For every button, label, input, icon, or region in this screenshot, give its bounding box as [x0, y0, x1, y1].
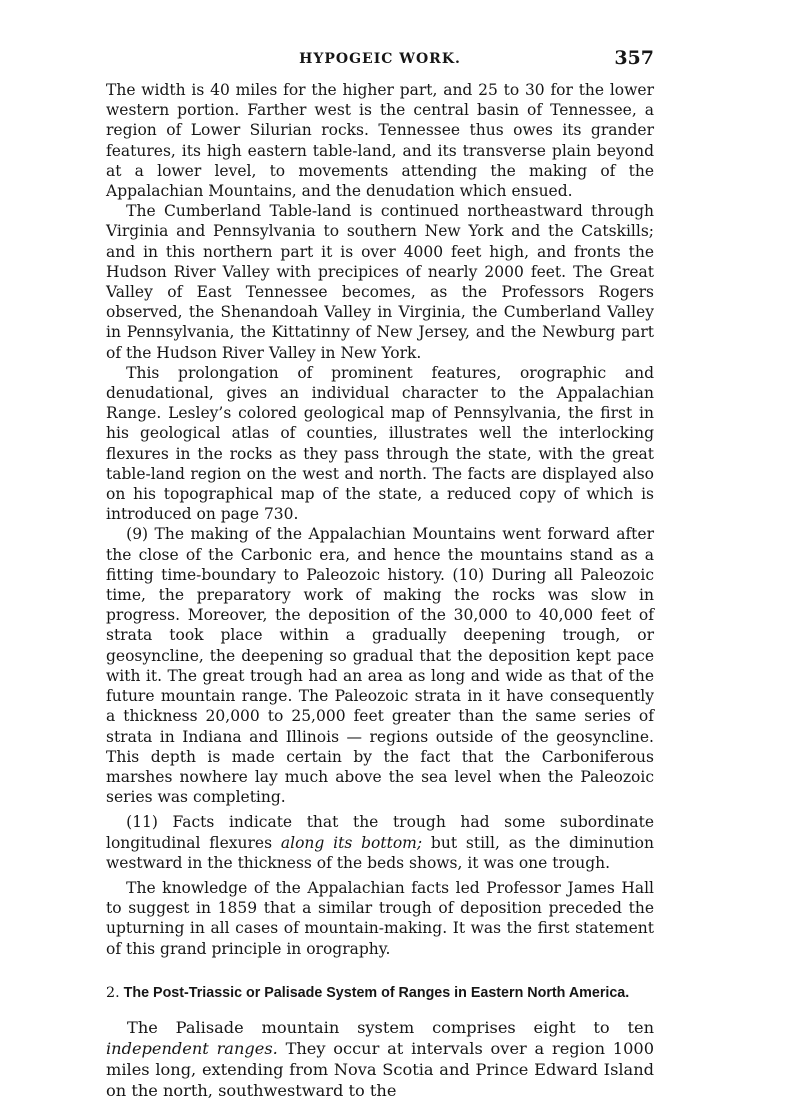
paragraph-text: (9) The making of the Appalachian Mountains went forward after the close of the Carbonic era, and hence the mountains stand as a fitting time-boundary to Paleozoic history. (10) During all Paleozoic time, the preparatory work of making the rocks was slow in progress. Moreover, the deposition of the 30,000 to 40,000 feet of strata took place within a gradually deepening trough, or geosyncline, the deepening so gradual that the deposition kept pace with it. The great trough had an area as long and wide as that of the future mountain range. The Paleozoic strata in it have consequently a thickness 20,000 to 25,000 feet greater than the same series of strata in Indiana and Illinois — regions outside of the geosyncline. This depth is made certain by the fact that the Carboniferous marshes nowhere lay much above the sea level when the Paleozoic series was completing.: [106, 525, 654, 807]
paragraph-text: The Cumberland Table-land is continued northeastward through Virginia and Pennsylvania to southern New York and the Catskills; and in this northern part it is over 4000 feet high, and fronts the Hudson River Valley with precipices of nearly 2000 feet. The Great Valley of East Tennessee becomes, as the Professors Rogers observed, the Shenandoah Valley in Virginia, the Cumberland Valley in Pennsylvania, the Kittatinny of New Jersey, and the Newburg part of the Hudson River Valley in New York.: [106, 202, 654, 362]
body-text: [106, 80, 654, 1101]
page-number: 357: [614, 47, 654, 69]
paragraph: [106, 812, 654, 873]
paragraph-text: The Palisade mountain system comprises eight to ten: [127, 1017, 654, 1037]
paragraph-text: but still, as the diminution westward in the thickness of the beds shows, it was one trough.: [106, 833, 654, 872]
paragraph: [106, 363, 654, 525]
paragraph: [106, 878, 654, 959]
paragraph: [106, 80, 654, 201]
page-header: [106, 47, 654, 75]
paragraph: [106, 201, 654, 363]
italic-phrase: along its bottom;: [280, 833, 423, 852]
section-heading: [106, 983, 654, 1003]
section-title: The Post-Triassic or Palisade System of Ranges in Eastern North America.: [123, 984, 630, 1001]
paragraph-text: The width is 40 miles for the higher part, and 25 to 30 for the lower western portion. Farther west is the central basin of Tennessee, a region of Lower Silurian rocks. Tennessee thus owes its grander features, its high eastern table-land, and its transverse plain beyond at a lower level, to movements attending the making of the Appalachian Mountains, and the denudation which ensued.: [106, 81, 654, 201]
paragraph-text: They occur at intervals over a region 1000 miles long, extending from Nova Scotia and Prince Edward Island on the north, southwestward to the: [106, 1038, 654, 1100]
paragraph: [106, 1017, 654, 1101]
paragraph-text: The knowledge of the Appalachian facts led Professor James Hall to suggest in 1859 that a similar trough of deposition preceded the upturning in all cases of mountain-making. It was the first statement of this grand principle in orography.: [106, 878, 654, 958]
paragraph: [106, 524, 654, 807]
section-number: 2.: [106, 984, 120, 1001]
running-head: HYPOGEIC WORK.: [299, 51, 461, 67]
italic-phrase: independent ranges.: [106, 1038, 278, 1058]
paragraph-text: This prolongation of prominent features, orographic and denudational, gives an individual character to the Appalachian Range. Lesley’s colored geological map of Pennsylvania, the first in his geological atlas of counties, illustrates well the interlocking flexures in the rocks as they pass through the state, with the great table-land region on the west and north. The facts are displayed also on his topographical map of the state, a reduced copy of which is introduced on page 730.: [106, 363, 654, 524]
paragraph-text: (11) Facts indicate that the trough had some subordinate longitudinal flexures: [106, 813, 654, 852]
